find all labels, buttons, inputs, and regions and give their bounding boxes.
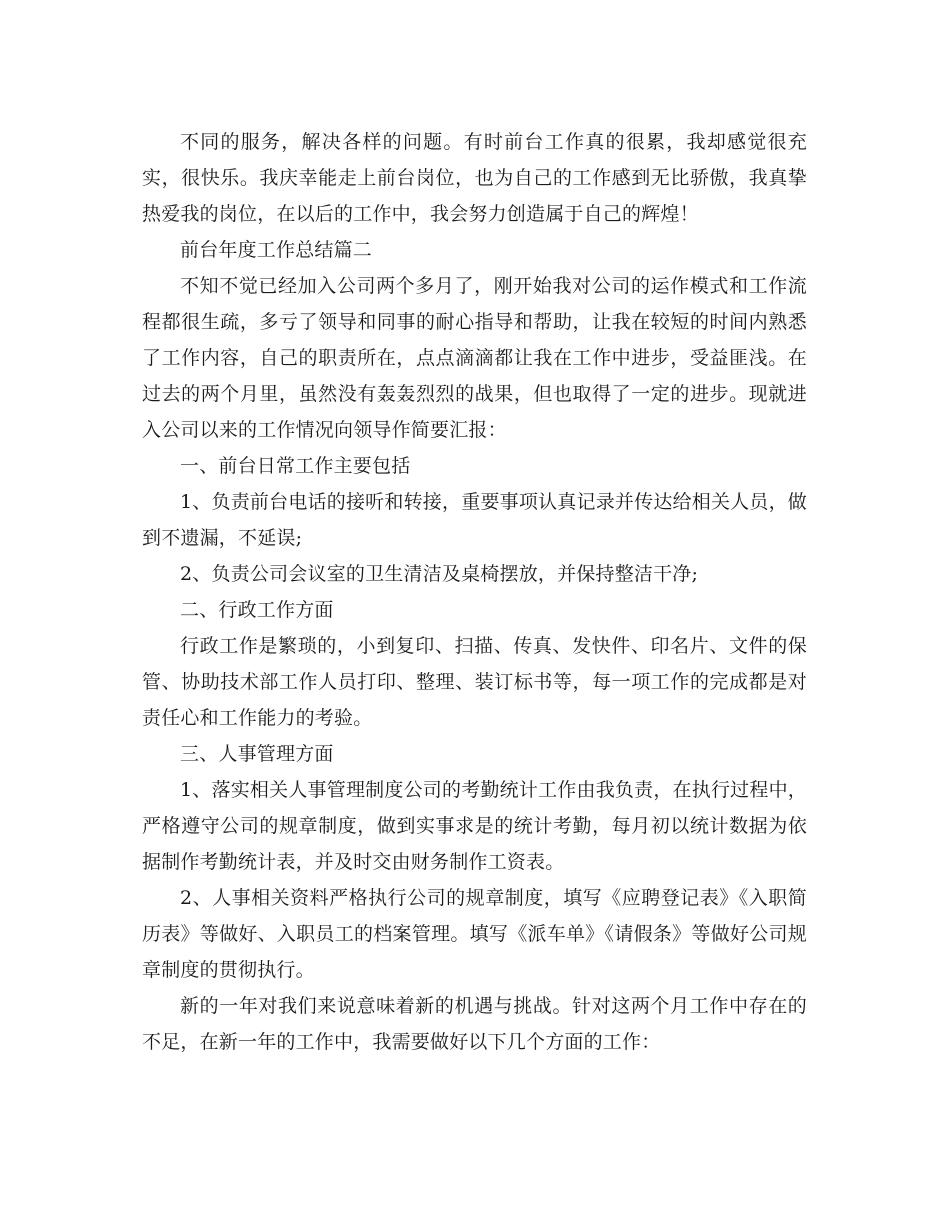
heading-admin-work: 二、行政工作方面 <box>180 599 334 621</box>
list-item-phone: 1、负责前台电话的接听和转接，重要事项认真记录并传达给相关人员，做到不遗漏，不延误; <box>142 491 807 549</box>
paragraph-new-year: 新的一年对我们来说意味着新的机遇与挑战。针对这两个月工作中存在的不足，在新一年的工作中，我需要做好以下几个方面的工作： <box>142 995 807 1053</box>
paragraph-closing-previous: 不同的服务，解决各样的问题。有时前台工作真的很累，我却感觉很充实，很快乐。我庆幸能走上前台岗位，也为自己的工作感到无比骄傲，我真挚热爱我的岗位，在以后的工作中，我会努力创造属于自己的辉煌！ <box>142 131 807 225</box>
heading-front-desk-duties: 一、前台日常工作主要包括 <box>180 455 411 477</box>
list-item-meeting-room: 2、负责公司会议室的卫生清洁及桌椅摆放，并保持整洁干净; <box>180 563 699 585</box>
document-body <box>142 124 807 1060</box>
paragraph-intro: 不知不觉已经加入公司两个多月了，刚开始我对公司的运作模式和工作流程都很生疏，多亏了领导和同事的耐心指导和帮助，让我在较短的时间内熟悉了工作内容，自己的职责所在，点点滴滴都让我在工作中进步，受益匪浅。在过去的两个月里，虽然没有轰轰烈烈的战果，但也取得了一定的进步。现就进入公司以来的工作情况向领导作简要汇报： <box>142 275 807 441</box>
heading-hr-management: 三、人事管理方面 <box>180 743 334 765</box>
paragraph-admin-work: 行政工作是繁琐的，小到复印、扫描、传真、发快件、印名片、文件的保管、协助技术部工作人员打印、整理、装订标书等，每一项工作的完成都是对责任心和工作能力的考验。 <box>142 635 807 729</box>
list-item-attendance: 1、落实相关人事管理制度公司的考勤统计工作由我负责，在执行过程中，严格遵守公司的规章制度，做到实事求是的统计考勤，每月初以统计数据为依据制作考勤统计表，并及时交由财务制作工资表。 <box>142 779 807 873</box>
list-item-hr-records: 2、人事相关资料严格执行公司的规章制度，填写《应聘登记表》《入职简历表》等做好、入职员工的档案管理。填写《派车单》《请假条》等做好公司规章制度的贯彻执行。 <box>142 887 807 981</box>
section-title: 前台年度工作总结篇二 <box>180 239 373 261</box>
